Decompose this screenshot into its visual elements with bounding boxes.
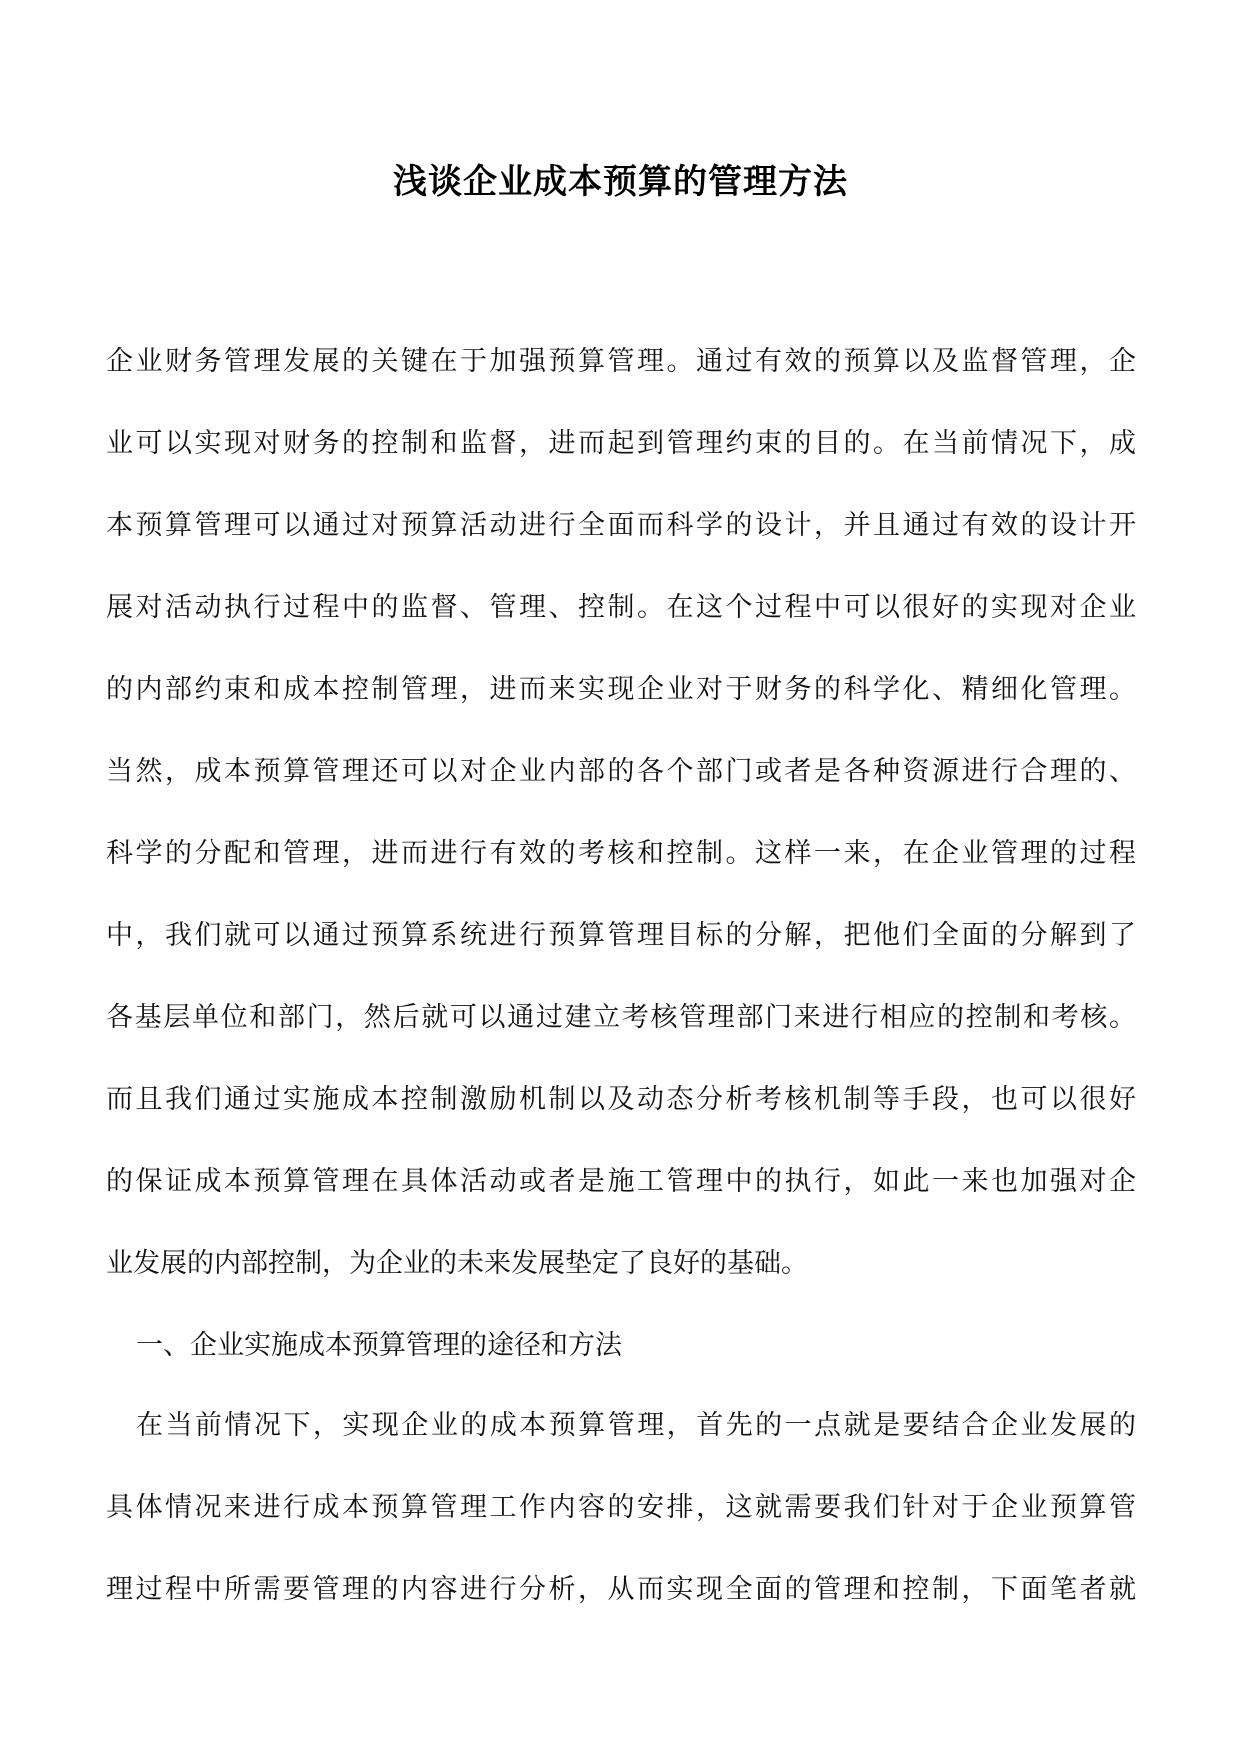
paragraph-line: 业发展的内部控制，为企业的未来发展垫定了良好的基础。: [106, 1248, 808, 1279]
document-title: 浅谈企业成本预算的管理方法: [393, 162, 848, 202]
section-heading: 一、企业实施成本预算管理的途径和方法: [136, 1330, 622, 1361]
paragraph-line: 各基层单位和部门，然后就可以通过建立考核管理部门来进行相应的控制和考核。: [106, 1002, 1136, 1033]
paragraph-line: 展对活动执行过程中的监督、管理、控制。在这个过程中可以很好的实现对企业: [106, 592, 1136, 623]
paragraph-line: 科学的分配和管理，进而进行有效的考核和控制。这样一来，在企业管理的过程: [106, 838, 1136, 869]
paragraph-line: 的保证成本预算管理在具体活动或者是施工管理中的执行，如此一来也加强对企: [106, 1166, 1136, 1197]
paragraph-line: 业可以实现对财务的控制和监督，进而起到管理约束的目的。在当前情况下，成: [106, 428, 1136, 459]
paragraph-line: 理过程中所需要管理的内容进行分析，从而实现全面的管理和控制，下面笔者就: [106, 1574, 1136, 1605]
paragraph-line: 而且我们通过实施成本控制激励机制以及动态分析考核机制等手段，也可以很好: [106, 1084, 1136, 1115]
paragraph-line: 的内部约束和成本控制管理，进而来实现企业对于财务的科学化、精细化管理。: [106, 674, 1136, 705]
document-body: [106, 342, 1136, 1652]
paragraph-line: 企业财务管理发展的关键在于加强预算管理。通过有效的预算以及监督管理，企: [106, 346, 1136, 377]
paragraph-line: 在当前情况下，实现企业的成本预算管理，首先的一点就是要结合企业发展的: [136, 1410, 1136, 1441]
paragraph-line: 中，我们就可以通过预算系统进行预算管理目标的分解，把他们全面的分解到了: [106, 920, 1136, 951]
paragraph-line: 当然，成本预算管理还可以对企业内部的各个部门或者是各种资源进行合理的、: [106, 756, 1136, 787]
paragraph-line: 具体情况来进行成本预算管理工作内容的安排，这就需要我们针对于企业预算管: [106, 1492, 1136, 1523]
paragraph-line: 本预算管理可以通过对预算活动进行全面而科学的设计，并且通过有效的设计开: [106, 510, 1136, 541]
